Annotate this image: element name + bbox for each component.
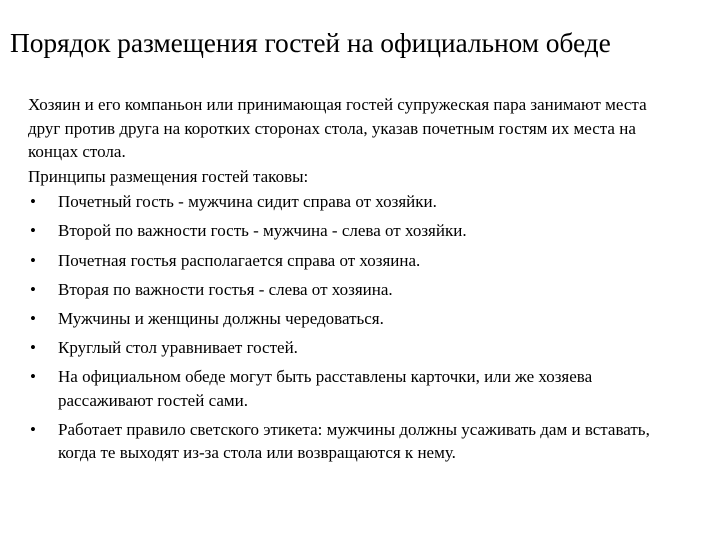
list-item [28, 249, 678, 273]
list-item [28, 219, 678, 243]
list-item-text: Работает правило светского этикета: мужчины должны усаживать дам и вставать, когда те выходят из-за стола или возвращаются к нему. [58, 419, 650, 463]
bullet-icon: • [30, 192, 36, 212]
list-item-text: Мужчины и женщины должны чередоваться. [58, 308, 384, 328]
list-item [28, 365, 678, 412]
bullet-icon: • [30, 366, 36, 386]
list-item-text: Вторая по важности гостья - слева от хозяина. [58, 279, 393, 299]
intro-paragraph: Хозяин и его компаньон или принимающая гостей супружеская пара занимают места друг против друга на коротких сторонах стола, указав почетным гостям их места на концах стола. [28, 95, 647, 162]
bullet-icon: • [30, 308, 36, 328]
list-item [28, 336, 678, 360]
list-item [28, 278, 678, 302]
list-item [28, 190, 678, 214]
bullet-icon: • [30, 250, 36, 270]
principles-heading: Принципы размещения гостей таковы: [28, 167, 309, 187]
bullet-icon: • [30, 221, 36, 241]
list-item [28, 307, 678, 331]
list-item [28, 418, 678, 465]
list-item-text: На официальном обеде могут быть расставлены карточки, или же хозяева рассаживают гостей сами. [58, 366, 593, 410]
principles-list [28, 190, 678, 464]
bullet-icon: • [30, 337, 36, 357]
list-item-text: Почетная гостья располагается справа от хозяина. [58, 250, 421, 270]
list-item-text: Круглый стол уравнивает гостей. [58, 337, 298, 357]
list-item-text: Почетный гость - мужчина сидит справа от хозяйки. [58, 192, 437, 212]
slide-title: Порядок размещения гостей на официальном обеде [10, 27, 611, 58]
bullet-icon: • [30, 279, 36, 299]
slide-body [28, 93, 678, 470]
bullet-icon: • [30, 419, 36, 439]
list-item-text: Второй по важности гость - мужчина - слева от хозяйки. [58, 221, 467, 241]
